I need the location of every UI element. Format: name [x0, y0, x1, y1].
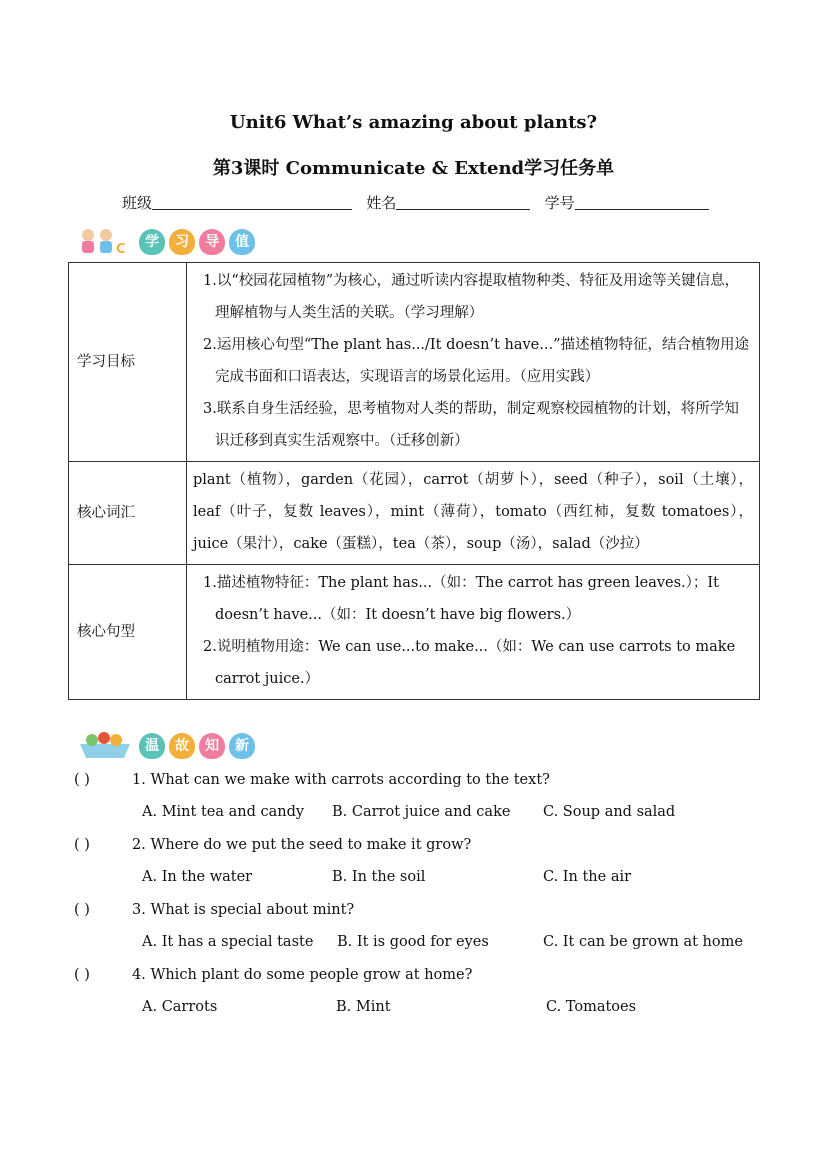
pattern-item: 2.说明植物用途：We can use...to make...（如：We can use carrots to make carrot juice.）	[203, 639, 736, 687]
class-label: 班级	[122, 194, 153, 212]
answer-blank[interactable]: ( )	[74, 902, 90, 918]
section-banner-learning-goals	[76, 226, 259, 256]
question-stem: 4. Which plant do some people grow at home?	[132, 967, 473, 983]
option-c: C. It can be grown at home	[543, 934, 743, 950]
goal-item: 1.以“校园花园植物”为核心，通过听读内容提取植物种类、特征及用途等关键信息，理解植物与人类生活的关联。（学习理解）	[203, 273, 740, 321]
question-3	[74, 902, 354, 918]
answer-blank[interactable]: ( )	[74, 772, 90, 788]
kids-abc-icon	[76, 226, 134, 256]
goals-content	[187, 263, 760, 462]
vocab-label: 核心词汇	[69, 462, 187, 565]
banner1-heart-3: 导	[199, 229, 225, 255]
goal-item: 3.联系自身生活经验，思考植物对人类的帮助，制定观察校园植物的计划，将所学知识迁移到真实生活观察中。（迁移创新）	[203, 401, 739, 449]
banner1-heart-4: 值	[229, 229, 255, 255]
vocab-content: plant（植物），garden（花园），carrot（胡萝卜），seed（种子），soil（土壤），leaf（叶子，复数 leaves），mint（薄荷），tomato（西红柿，复数 tomatoes），juice（果汁），cake（蛋糕），tea（茶），soup（汤），salad（沙拉）	[187, 462, 760, 565]
banner1-heart-2: 习	[169, 229, 195, 255]
banner2-heart-3: 知	[199, 733, 225, 759]
table-row-vocab	[69, 462, 760, 565]
class-field[interactable]	[152, 193, 352, 210]
table-row-patterns	[69, 565, 760, 700]
name-field[interactable]	[396, 193, 530, 210]
option-a: A. Carrots	[142, 999, 218, 1015]
answer-blank[interactable]: ( )	[74, 967, 90, 983]
question-1	[74, 772, 550, 788]
id-label: 学号	[544, 194, 575, 212]
pattern-item: 1.描述植物特征：The plant has...（如：The carrot has green leaves.）；It doesn’t have...（如：It doesn’t have big flowers.）	[203, 575, 719, 623]
banner2-heart-1: 温	[139, 733, 165, 759]
option-a: A. It has a special taste	[142, 934, 314, 950]
banner2-heart-2: 故	[169, 733, 195, 759]
answer-blank[interactable]: ( )	[74, 837, 90, 853]
option-b: B. It is good for eyes	[337, 934, 489, 950]
page-title: Unit6 What’s amazing about plants?	[229, 112, 598, 133]
question-stem: 2. Where do we put the seed to make it grow?	[132, 837, 472, 853]
option-a: A. Mint tea and candy	[142, 804, 305, 820]
option-c: C. Soup and salad	[543, 804, 676, 820]
goal-item: 2.运用核心句型“The plant has.../It doesn’t have...”描述植物特征，结合植物用途完成书面和口语表达，实现语言的场景化运用。（应用实践）	[203, 337, 749, 385]
page-subtitle: 第3课时 Communicate & Extend学习任务单	[212, 158, 615, 179]
learning-table	[68, 262, 760, 700]
student-info-line	[122, 192, 709, 213]
id-field[interactable]	[575, 193, 709, 210]
svg-text:C: C	[116, 242, 126, 256]
table-row-goals	[69, 263, 760, 462]
question-2	[74, 837, 471, 853]
veggie-basket-icon	[76, 730, 134, 760]
patterns-content	[187, 565, 760, 700]
banner1-heart-1: 学	[139, 229, 165, 255]
option-c: C. Tomatoes	[546, 999, 637, 1015]
banner2-heart-4: 新	[229, 733, 255, 759]
section-banner-review	[76, 730, 259, 760]
option-a: A. In the water	[142, 869, 253, 885]
question-stem: 3. What is special about mint?	[132, 902, 355, 918]
question-stem: 1. What can we make with carrots according to the text?	[132, 772, 550, 788]
option-b: B. In the soil	[332, 869, 426, 885]
goals-label: 学习目标	[69, 263, 187, 462]
option-b: B. Mint	[336, 999, 391, 1015]
option-c: C. In the air	[543, 869, 632, 885]
patterns-label: 核心句型	[69, 565, 187, 700]
question-4	[74, 967, 472, 983]
option-b: B. Carrot juice and cake	[332, 804, 511, 820]
name-label: 姓名	[366, 194, 397, 212]
